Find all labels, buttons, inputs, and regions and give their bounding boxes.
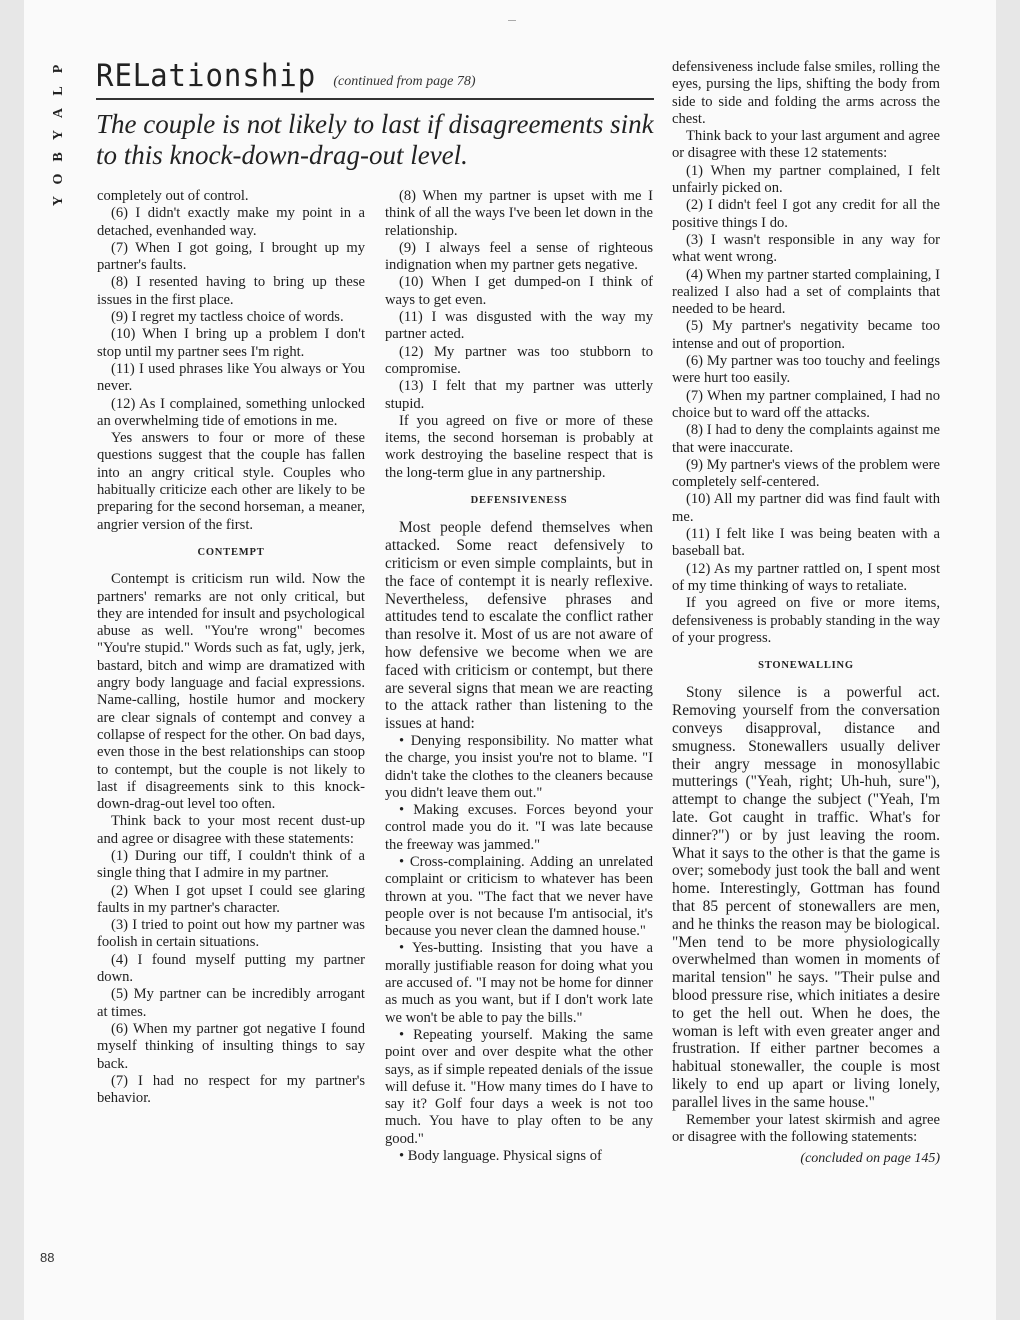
paragraph: (10) When I get dumped-on I think of ways to get even. xyxy=(385,274,653,308)
paragraph: (12) As my partner rattled on, I spent most of my time thinking of ways to retaliate. xyxy=(672,560,940,594)
paragraph: Think back to your last argument and agree or disagree with these 12 statements: xyxy=(672,128,940,162)
paragraph: (11) I was disgusted with the way my partner acted. xyxy=(385,309,653,343)
concluded-note: (concluded on page 145) xyxy=(800,1151,940,1167)
paragraph: If you agreed on five or more of these items, the second horseman is probably at work destroying the baseline respect that is the long-term glue in any partnership. xyxy=(385,412,653,481)
paragraph: (9) I regret my tactless choice of words. xyxy=(111,309,344,326)
crop-mark xyxy=(508,20,516,21)
bullet-paragraph: • Cross-complaining. Adding an unrelated complaint or criticism to whatever has been thrown at you. "The fact that we never have people over is not because I'm antisocial, it's because you never clean the damned house." xyxy=(385,853,653,940)
paragraph: (10) When I bring up a problem I don't stop until my partner sees I'm right. xyxy=(97,326,365,360)
paragraph: Contempt is criticism run wild. Now the partners' remarks are not only critical, but they are intended for insult and psychological abuse as well. "You're wrong" becomes "You're stupid." Words such as fat, ugly, jerk, bastard, bitch and wimp are dramatized with angry body language and facial expressions. Name-calling, hostile humor and mockery are clear signals of contempt and convey a collapse of respect for the other. On bad days, even those in the best relationships can stoop to contempt, but the couple is not likely to last if disagreements sink to this knock-down-drag-out level too often. xyxy=(97,571,365,813)
bullet-paragraph: • Repeating yourself. Making the same point over and over despite what the other says, as if simple repeated denials of the issue will defuse it. "How many times do I have to say it? Golf four days a week is not too much. You have to play often to be any good." xyxy=(385,1026,653,1147)
article-header xyxy=(96,58,654,171)
pull-quote: The couple is not likely to last if disagreements sink to this knock-down-drag-out level. xyxy=(96,109,654,170)
paragraph: (1) During our tiff, I couldn't think of a single thing that I admire in my partner. xyxy=(97,847,365,882)
paragraph: (13) I felt that my partner was utterly stupid. xyxy=(385,378,653,412)
paragraph: (8) When my partner is upset with me I think of all the ways I've been let down in the relationship. xyxy=(385,188,653,239)
paragraph: defensiveness include false smiles, rolling the eyes, pursing the lips, shifting the body from side to side and folding the arms across the chest. xyxy=(672,59,940,127)
column-1 xyxy=(97,188,365,1107)
column-3 xyxy=(672,59,940,1167)
section-heading: CONTEMPT xyxy=(197,546,265,558)
paragraph: (4) When my partner started complaining, I realized I also had a set of complaints that needed to be heard. xyxy=(672,266,940,318)
paragraph: completely out of control. xyxy=(97,188,249,204)
paragraph: (7) When I got going, I brought up my partner's faults. xyxy=(97,239,365,274)
bullet-paragraph: • Body language. Physical signs of xyxy=(399,1148,602,1165)
paragraph: (11) I used phrases like You always or You never. xyxy=(97,360,365,395)
bullet-paragraph: • Making excuses. Forces beyond your control made you do it. "I was late because the freeway was jammed." xyxy=(385,802,653,853)
paragraph: (5) My partner's negativity became too intense and out of proportion. xyxy=(672,318,940,352)
section-heading: DEFENSIVENESS xyxy=(470,495,568,507)
section-title: REᒪationship xyxy=(96,56,317,94)
continued-note: (continued from page 78) xyxy=(333,74,476,89)
paragraph: (1) When my partner complained, I felt unfairly picked on. xyxy=(672,162,940,197)
paragraph: Yes answers to four or more of these questions suggest that the couple has fallen into an angry critical style. Couples who habitually criticize each other are likely to be preparing for the second horseman, a meaner, angrier version of the first. xyxy=(97,430,365,533)
paragraph: If you agreed on five or more items, defensiveness is probably standing in the way of your progress. xyxy=(672,595,940,646)
paragraph: (2) When I got upset I could see glaring faults in my partner's character. xyxy=(97,882,365,916)
header-rule xyxy=(96,98,654,100)
paragraph: Remember your latest skirmish and agree or disagree with the following statements: xyxy=(672,1111,940,1145)
bullet-paragraph: • Denying responsibility. No matter what the charge, you insist you're not to blame. "I didn't take the clothes to the cleaners because you didn't leave them out." xyxy=(385,732,653,801)
paragraph: (4) I found myself putting my partner down. xyxy=(97,951,365,986)
paragraph: (8) I had to deny the complaints against me that were inaccurate. xyxy=(672,422,940,456)
paragraph: (12) My partner was too stubborn to compromise. xyxy=(385,343,653,377)
section-heading: STONEWALLING xyxy=(758,660,854,672)
paragraph: (3) I tried to point out how my partner was foolish in certain situations. xyxy=(97,917,365,951)
paragraph: (6) My partner was too touchy and feelings were hurt too easily. xyxy=(672,353,940,387)
magazine-name-vertical: P L A Y B O Y xyxy=(51,64,66,207)
paragraph: (6) When my partner got negative I found myself thinking of insulting things to say back. xyxy=(97,1020,365,1072)
paragraph: (6) I didn't exactly make my point in a detached, evenhanded way. xyxy=(97,205,365,239)
paragraph: (8) I resented having to bring up these issues in the first place. xyxy=(97,274,365,308)
paragraph: (12) As I complained, something unlocked an overwhelming tide of emotions in me. xyxy=(97,395,365,429)
paragraph: Most people defend themselves when attacked. Some react defensively to criticism or even simple complaints, but in the face of contempt it is nearly reflexive. Nevertheless, defensive phrases and attitudes tend to escalate the conflict rather than resolve it. Most of us are not aware of how defensive we become when we are faced with criticism or contempt, but there are several signs that mean we are reacting to the attack rather than listening to the issues at hand: xyxy=(385,519,653,733)
paragraph: (7) When my partner complained, I had no choice but to ward off the attacks. xyxy=(672,387,940,421)
paragraph: (2) I didn't feel I got any credit for all the positive things I do. xyxy=(672,197,940,231)
paragraph: (3) I wasn't responsible in any way for what went wrong. xyxy=(672,231,940,266)
page-number: 88 xyxy=(40,1250,55,1265)
paragraph: (7) I had no respect for my partner's behavior. xyxy=(97,1072,365,1107)
paragraph: Stony silence is a powerful act. Removing yourself from the conversation conveys disapproval, distance and smugness. Stonewallers usually deliver their angry message in monosyllabic mutterings ("Yeah, right; Uh-huh, sure"), attempt to change the subject ("Yeah, I'm late. Got caught in traffic. What's for dinner?") or by just leaving the room. What it says to the other is that the game is over; somebody just took the ball and went home. Interestingly, Gottman has found that 85 percent of stonewallers are men, and he thinks the reason may be biological. "Men tend to be more physiologically overwhelmed than women in moments of marital tension" he says. "Their pulse and blood pressure rise, which initiates a desire to get the hell out. When he does, the woman is left with even greater anger and frustration. If either partner becomes a habitual stonewaller, the couple is most likely to end up apart or living lonely, parallel lives in the same house." xyxy=(672,684,940,1111)
paragraph: Think back to your most recent dust-up and agree or disagree with these statements: xyxy=(97,813,365,847)
paragraph: (9) My partner's views of the problem were completely self-centered. xyxy=(672,456,940,491)
paragraph: (9) I always feel a sense of righteous indignation when my partner gets negative. xyxy=(385,239,653,274)
paragraph: (5) My partner can be incredibly arrogant at times. xyxy=(97,986,365,1020)
bullet-paragraph: • Yes-butting. Insisting that you have a morally justifiable reason for doing what you are accused of. "I may not be home for dinner as much as you want, but if I don't work late we won't be able to pay the bills." xyxy=(385,940,653,1026)
column-2 xyxy=(385,188,653,1165)
paragraph: (11) I felt like I was being beaten with a baseball bat. xyxy=(672,526,940,560)
paragraph: (10) All my partner did was find fault with me. xyxy=(672,491,940,525)
